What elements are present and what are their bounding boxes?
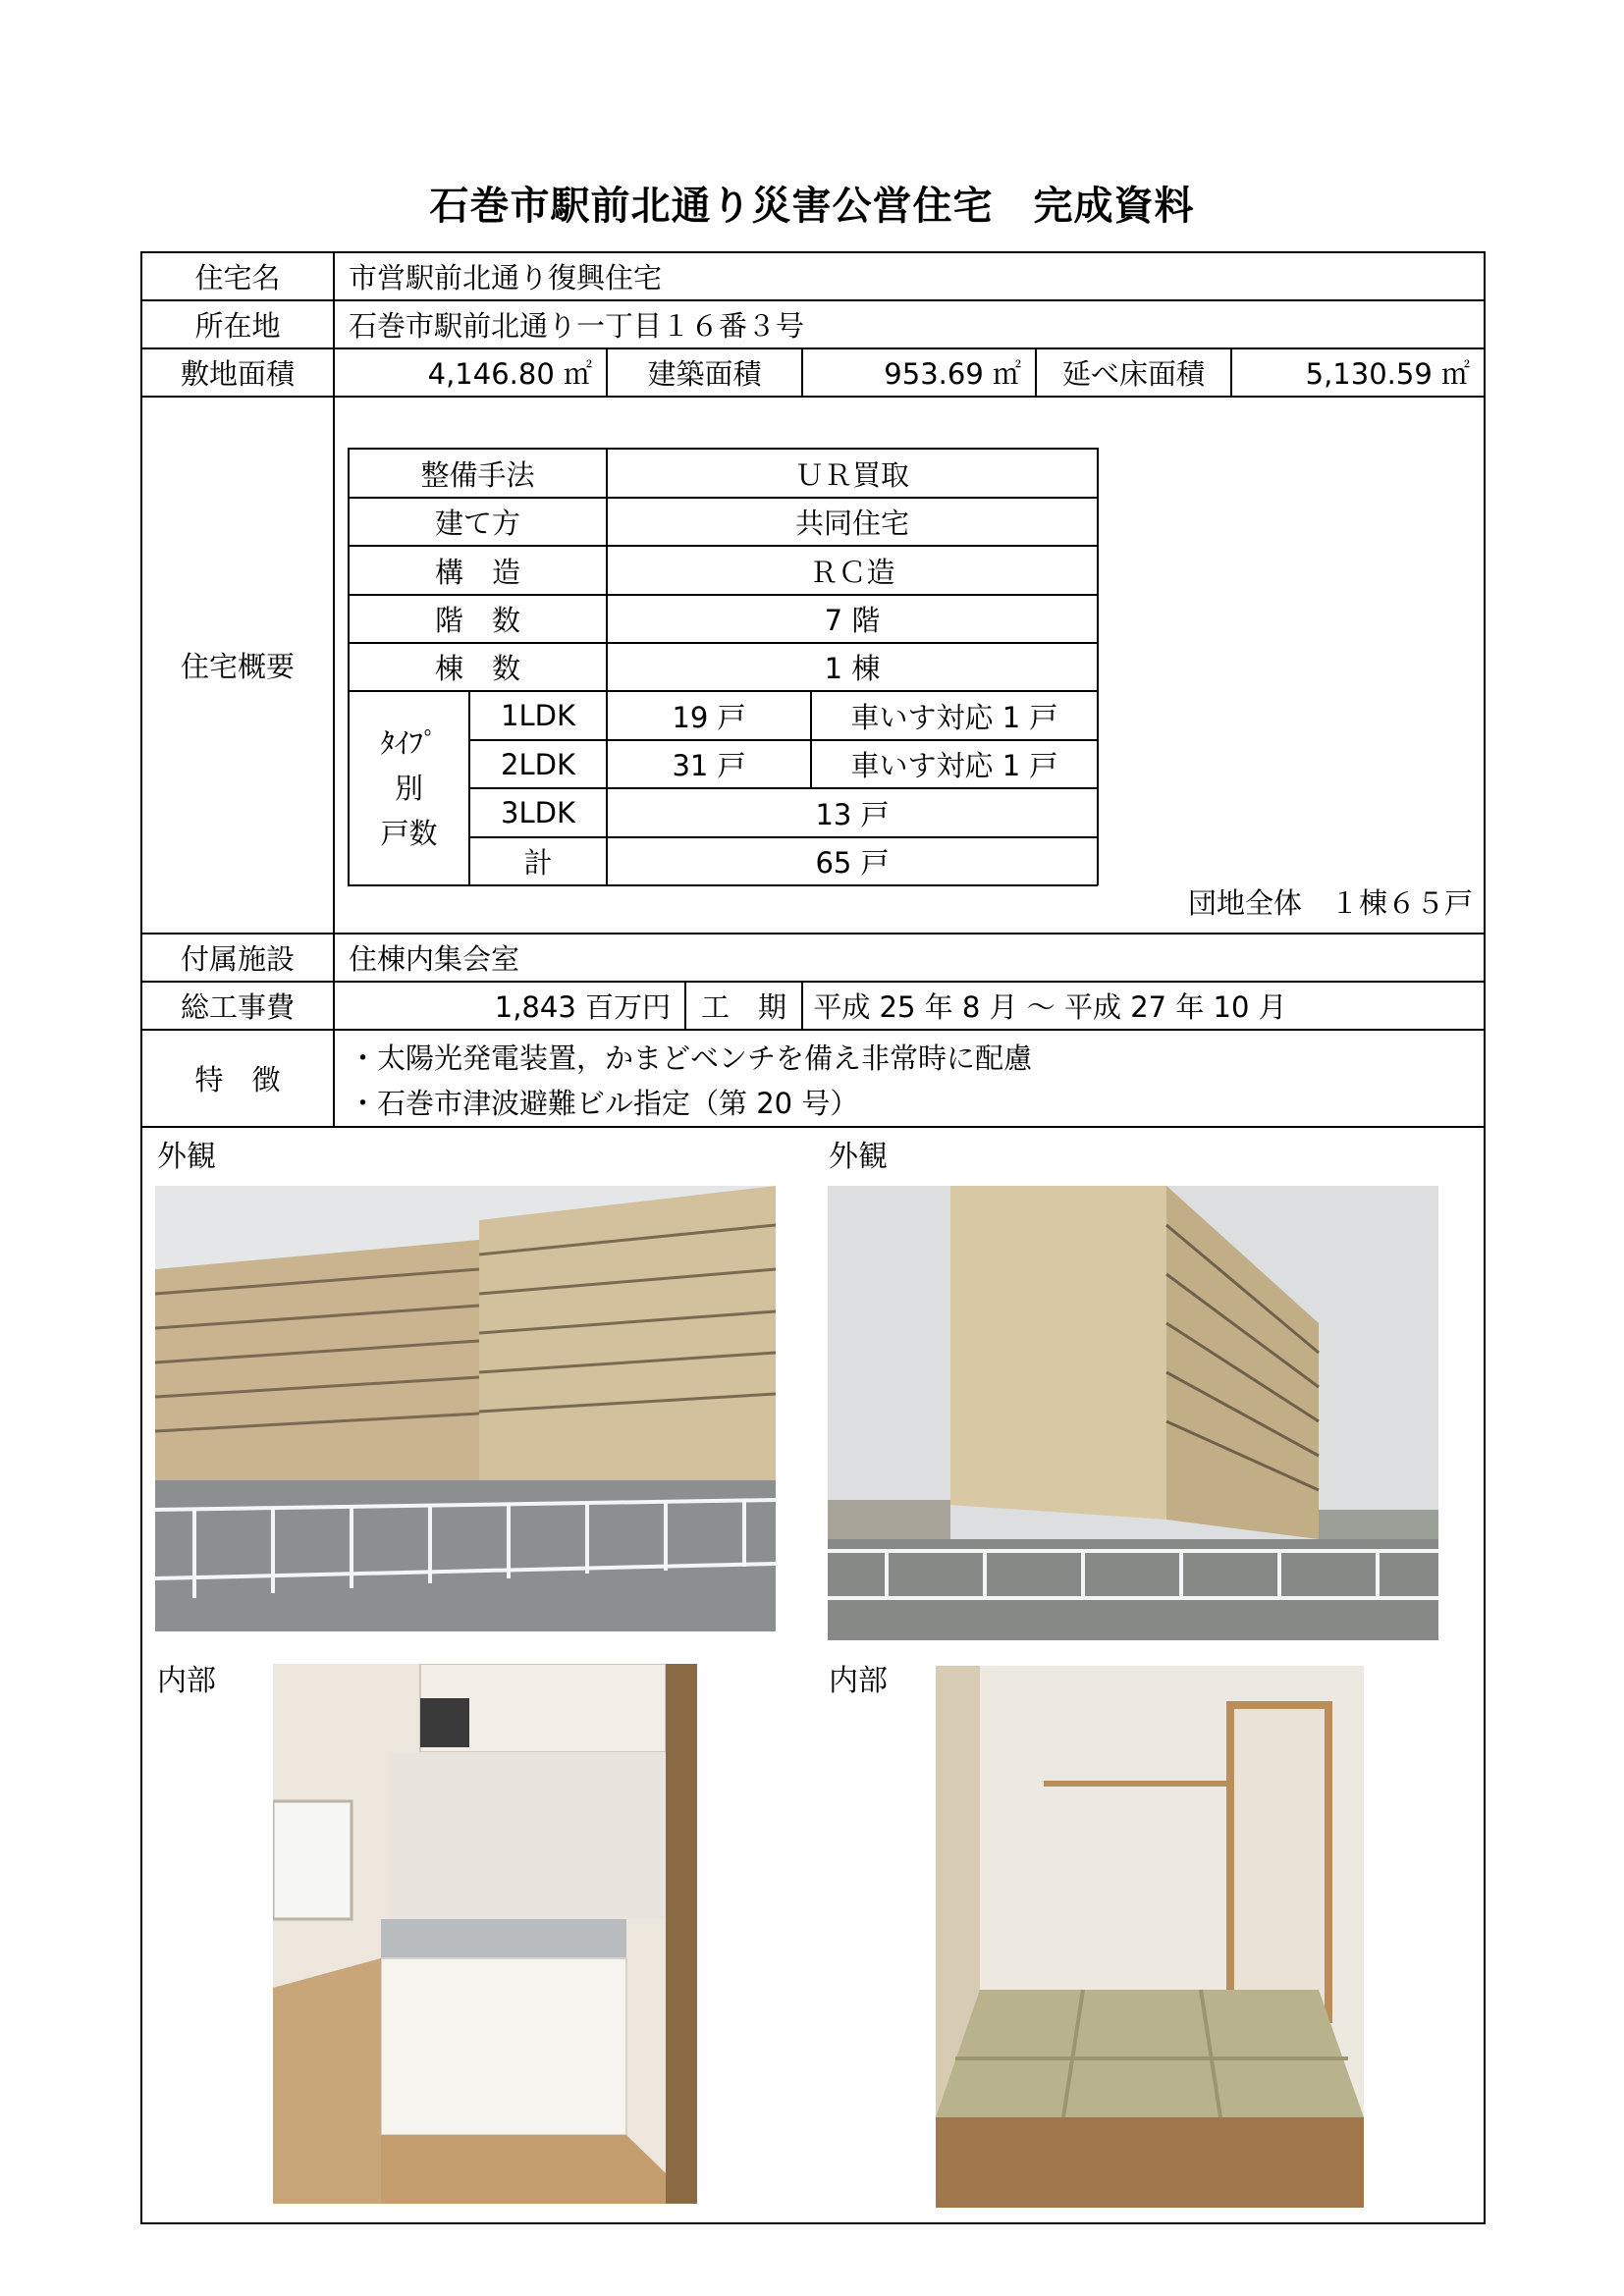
cost-label: 総工事費 <box>180 990 295 1024</box>
type-3ldk-count: 13 戸 <box>815 797 890 831</box>
floors-label: 階 数 <box>434 604 520 637</box>
complex-summary: 団地全体 １棟６５戸 <box>1187 885 1473 920</box>
housing-name-value: 市営駅前北通り復興住宅 <box>349 261 663 294</box>
interior-label-right: 内部 <box>829 1664 888 1698</box>
method-label: 整備手法 <box>420 457 535 492</box>
inner-table-rule <box>348 884 1098 886</box>
type-1ldk-name: 1LDK <box>501 699 575 732</box>
table-rule <box>140 1029 1486 1031</box>
period-label: 工 期 <box>700 990 786 1024</box>
type-1ldk-note: 車いす対応 1 戸 <box>850 700 1058 734</box>
interior-label-left: 内部 <box>157 1664 216 1698</box>
type-2ldk-name: 2LDK <box>501 747 575 781</box>
location-label: 所在地 <box>194 309 281 343</box>
site-area-label: 敷地面積 <box>180 357 295 391</box>
unit-type-label-line-2: 別 <box>394 772 423 805</box>
exterior-photo-right <box>828 1186 1438 1640</box>
overview-label: 住宅概要 <box>180 650 295 683</box>
type-1ldk-count: 19 戸 <box>672 700 746 734</box>
housing-name-label: 住宅名 <box>194 261 281 294</box>
interior-photo-left <box>273 1664 697 2204</box>
period-value: 平成 25 年 8 月 〜 平成 27 年 10 月 <box>813 990 1287 1024</box>
unit-type-label-line-3: 戸数 <box>380 817 438 850</box>
table-border-bottom <box>140 2222 1486 2224</box>
floor-area-label: 延べ床面積 <box>1061 357 1205 391</box>
table-rule <box>140 1126 1486 1128</box>
build-type-value: 共同住宅 <box>794 507 909 540</box>
page-title: 石巻市駅前北通り災害公営住宅 完成資料 <box>429 184 1195 229</box>
table-border-right <box>1484 251 1486 2224</box>
exterior-label-left: 外観 <box>157 1140 216 1174</box>
location-value: 石巻市駅前北通り一丁目１６番３号 <box>349 309 805 343</box>
unit-type-label <box>350 692 468 884</box>
type-total-count: 65 戸 <box>815 846 890 880</box>
type-2ldk-note: 車いす対応 1 戸 <box>850 749 1058 782</box>
type-2ldk-count: 31 戸 <box>672 749 746 782</box>
inner-table-rule <box>1097 448 1099 885</box>
building-area-label: 建築面積 <box>647 357 762 391</box>
floors-value: 7 階 <box>824 604 881 637</box>
site-area-value: 4,146.80 ㎡ <box>427 357 592 391</box>
structure-label: 構 造 <box>434 555 520 589</box>
feature-item: ・石巻市津波避難ビル指定（第 20 号） <box>349 1086 859 1120</box>
blocks-value: 1 棟 <box>824 652 881 685</box>
facility-value: 住棟内集会室 <box>349 942 520 976</box>
unit-type-label-line-1: ﾀｲﾌﾟ <box>380 726 438 760</box>
exterior-photo-left <box>155 1186 776 1631</box>
structure-value: ＲＣ造 <box>809 555 895 589</box>
build-type-label: 建て方 <box>434 507 520 540</box>
interior-photo-right <box>936 1666 1364 2208</box>
blocks-label: 棟 数 <box>434 652 520 685</box>
cost-value: 1,843 百万円 <box>494 990 671 1024</box>
exterior-label-right: 外観 <box>829 1140 888 1174</box>
type-3ldk-name: 3LDK <box>501 796 575 829</box>
building-area-value: 953.69 ㎡ <box>884 357 1021 391</box>
type-total-name: 計 <box>523 846 553 880</box>
feature-item: ・太陽光発電装置，かまどベンチを備え非常時に配慮 <box>349 1041 1033 1075</box>
features-label: 特 徴 <box>194 1063 281 1096</box>
method-value: ＵＲ買取 <box>794 457 909 492</box>
table-rule <box>140 396 1486 398</box>
facility-label: 付属施設 <box>180 942 295 976</box>
floor-area-value: 5,130.59 ㎡ <box>1305 357 1470 391</box>
